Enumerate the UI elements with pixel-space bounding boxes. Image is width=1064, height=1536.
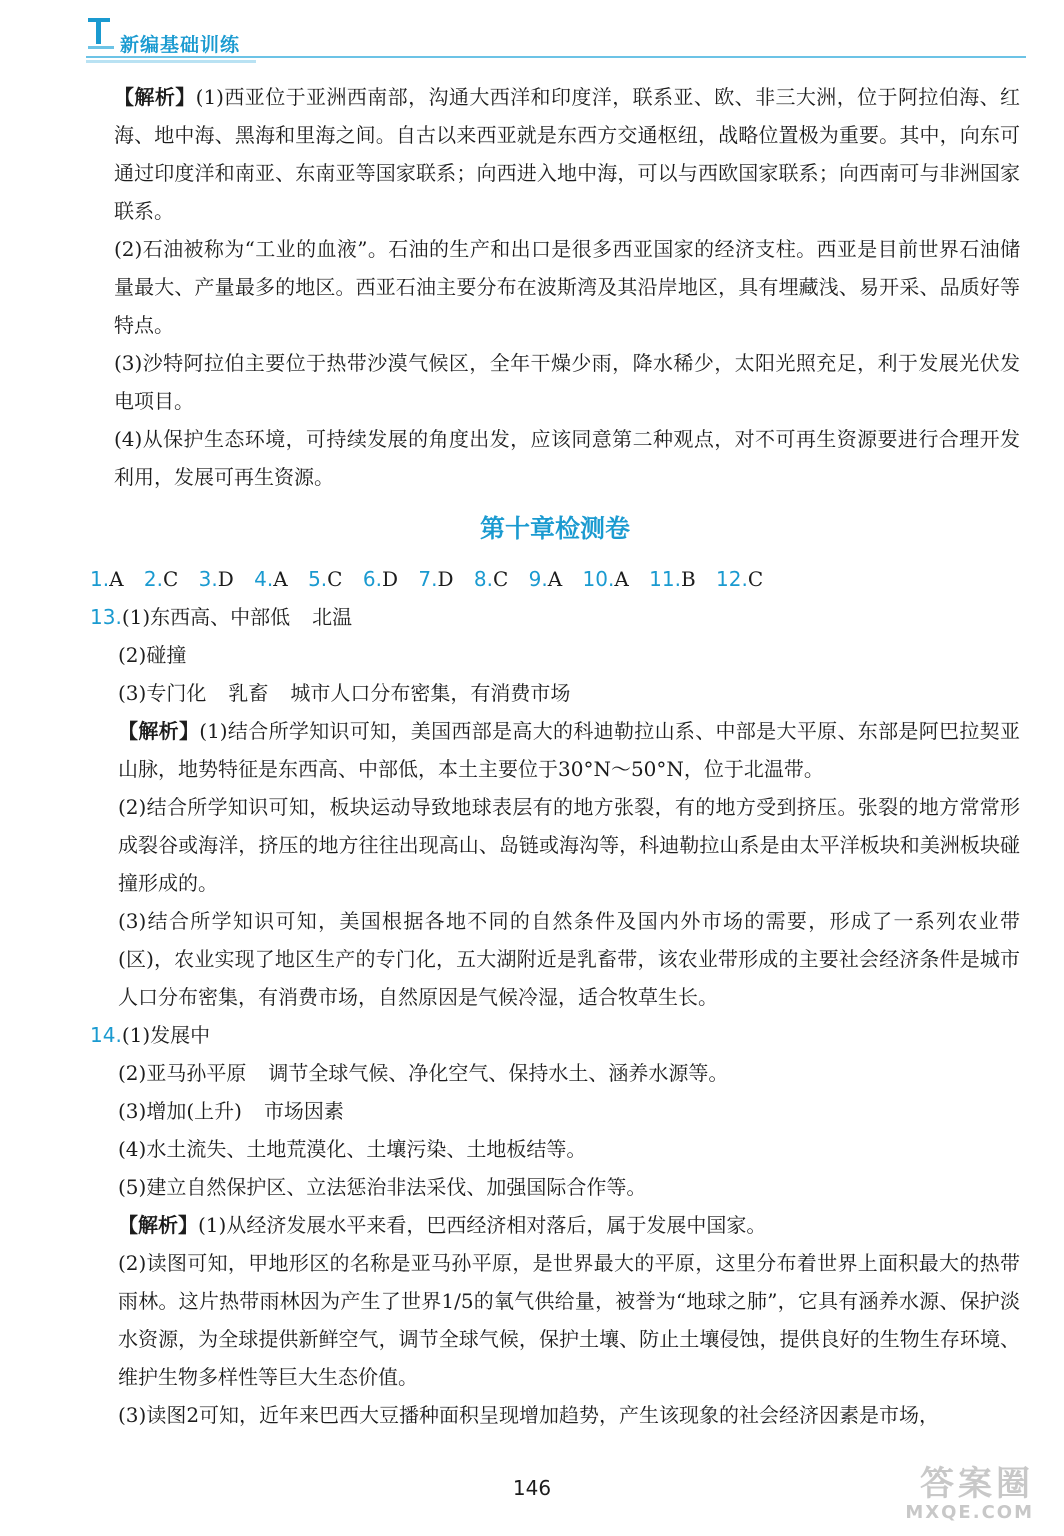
brand-title: 新编基础训练 — [120, 34, 241, 56]
q14-answer-1: 14.(1)发展中 — [90, 1023, 211, 1047]
explanation-paragraph: (4)从保护生态环境，可持续发展的角度出发，应该同意第二种观点，对不可再生资源要进行合理开发利用，发展可再生资源。 — [114, 427, 1020, 489]
answer-item: 8.C — [473, 567, 509, 591]
header-divider — [86, 56, 1026, 58]
q14-answer-4: (4)水土流失、土地荒漠化、土壤污染、土地板结等。 — [118, 1137, 587, 1161]
q13-explanation: (3)结合所学知识可知，美国根据各地不同的自然条件及国内外市场的需要，形成了一系列农业带(区)，农业实现了地区生产的专门化，五大湖附近是乳畜带，该农业带形成的主要社会经济条件是城市人口分布密集，有消费市场，自然原因是气候冷湿，适合牧草生长。 — [118, 909, 1020, 1009]
page-content — [90, 78, 1020, 1434]
q14-answer-3: (3)增加(上升) 市场因素 — [118, 1099, 344, 1123]
explanation-paragraph: (2)石油被称为“工业的血液”。石油的生产和出口是很多西亚国家的经济支柱。西亚是目前世界石油储量最大、产量最多的地区。西亚石油主要分布在波斯湾及其沿岸地区，具有埋藏浅、易开采、品质好等特点。 — [114, 237, 1020, 337]
q14-answer-2: (2)亚马孙平原 调节全球气候、净化空气、保持水土、涵养水源等。 — [118, 1061, 729, 1085]
choice-answers — [90, 560, 1020, 598]
answer-item: 4.A — [254, 567, 288, 591]
answer-item: 12.C — [716, 567, 764, 591]
q13-answer-3: (3)专门化 乳畜 城市人口分布密集，有消费市场 — [118, 681, 571, 705]
answer-item: 9.A — [528, 567, 563, 591]
q13-answer-1: 13.(1)东西高、中部低 北温 — [90, 605, 353, 629]
q13-explanation: (2)结合所学知识可知，板块运动导致地球表层有的地方张裂，有的地方受到挤压。张裂的地方常常形成裂谷或海洋，挤压的地方往往出现高山、岛链或海沟等，科迪勒拉山系是由太平洋板块和美洲板块碰撞形成的。 — [118, 795, 1020, 895]
q14-explanation: (2)读图可知，甲地形区的名称是亚马孙平原，是世界最大的平原，这里分布着世界上面积最大的热带雨林。这片热带雨林因为产生了世界1/5的氧气供给量，被誉为“地球之肺”，它具有涵养水源、保护淡水资源，为全球提供新鲜空气，调节全球气候，保护土壤、防止土壤侵蚀，提供良好的生物生存环境、维护生物多样性等巨大生态价值。 — [118, 1251, 1020, 1389]
answer-item: 10.A — [582, 567, 629, 591]
watermark-logo: 答案圈 MXQE.COM — [905, 1464, 1034, 1523]
explanation-tag: 【解析】 — [114, 85, 196, 109]
q13-explanation: 【解析】(1)结合所学知识可知，美国西部是高大的科迪勒拉山系、中部是大平原、东部是阿巴拉契亚山脉，地势特征是东西高、中部低，本土主要位于30°N～50°N，位于北温带。 — [118, 719, 1020, 781]
answer-item: 5.C — [308, 567, 343, 591]
q14-answer-5: (5)建立自然保护区、立法惩治非法采伐、加强国际合作等。 — [118, 1175, 647, 1199]
book-logo-icon — [86, 16, 116, 52]
answer-item: 3.D — [198, 567, 234, 591]
answer-item: 2.C — [143, 567, 179, 591]
q13-answer-2: (2)碰撞 — [118, 643, 187, 667]
explanation-paragraph: 【解析】(1)西亚位于亚洲西南部，沟通大西洋和印度洋，联系亚、欧、非三大洲，位于阿拉伯海、红海、地中海、黑海和里海之间。自古以来西亚就是东西方交通枢纽，战略位置极为重要。其中，向东可通过印度洋和南亚、东南亚等国家联系；向西进入地中海，可以与西欧国家联系；向西南可与非洲国家联系。 — [114, 85, 1020, 223]
header-accent-bar — [86, 60, 256, 63]
page-header — [0, 0, 1064, 70]
q14-explanation: 【解析】(1)从经济发展水平来看，巴西经济相对落后，属于发展中国家。 — [118, 1213, 767, 1237]
page-number: 146 — [512, 1476, 552, 1500]
explanation-paragraph: (3)沙特阿拉伯主要位于热带沙漠气候区，全年干燥少雨，降水稀少，太阳光照充足，利于发展光伏发电项目。 — [114, 351, 1020, 413]
answer-item: 7.D — [418, 567, 454, 591]
answer-item: 1.A — [90, 567, 124, 591]
answer-item: 6.D — [362, 567, 398, 591]
answer-item: 11.B — [649, 567, 696, 591]
chapter-title: 第十章检测卷 — [479, 514, 630, 543]
q14-explanation: (3)读图2可知，近年来巴西大豆播种面积呈现增加趋势，产生该现象的社会经济因素是市场， — [118, 1403, 940, 1427]
